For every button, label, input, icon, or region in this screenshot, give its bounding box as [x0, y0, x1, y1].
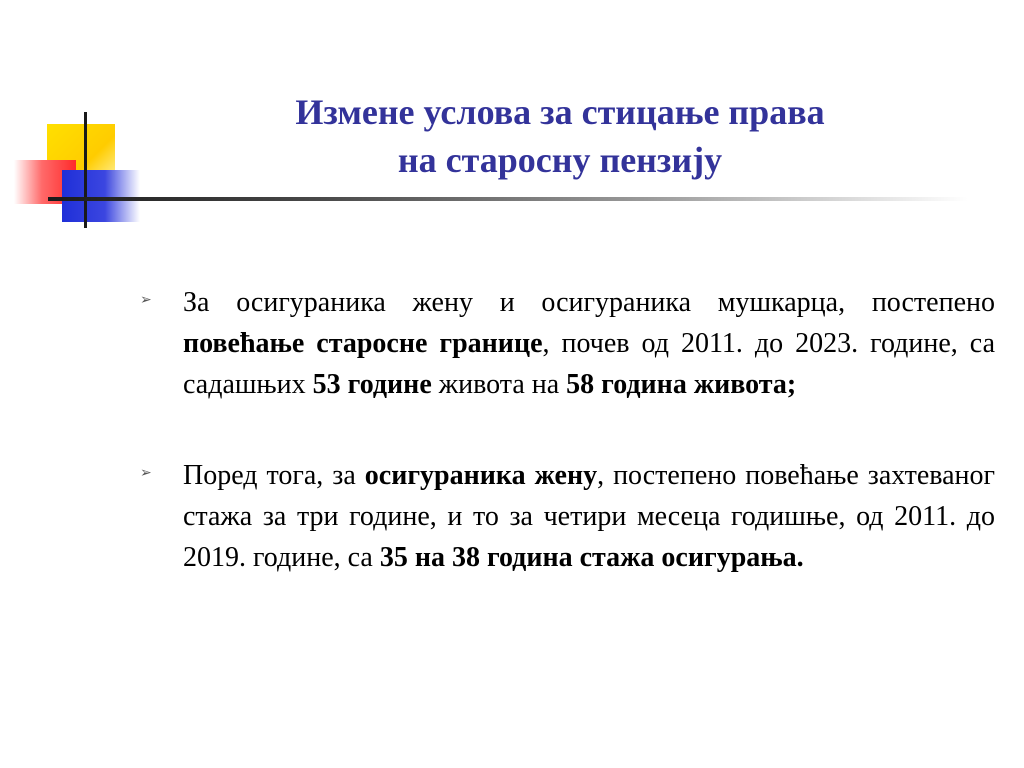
bullet-text: [183, 455, 995, 578]
slide-title-line-1: Измене услова за стицање права: [295, 92, 825, 132]
text-run-bold: осигураника жену: [364, 460, 598, 491]
text-run-bold: 35 на 38 година стажа осигурања.: [379, 542, 804, 573]
text-run-bold: 53 године: [312, 369, 432, 400]
chevron-right-icon: ➢: [140, 465, 152, 481]
title-underline-rule: [48, 197, 968, 201]
chevron-right-icon: ➢: [140, 292, 152, 308]
bullet-item: [140, 282, 995, 405]
text-run-bold: повећање старосне границе: [183, 328, 543, 359]
text-run: Поред тога, за: [183, 460, 365, 491]
text-run: , почев од 2011. до 2023. године, са садашњих: [183, 328, 995, 400]
text-run: За осигураника жену и осигураника мушкарца, постепено: [183, 287, 995, 318]
text-run-bold: 58 година живота;: [566, 369, 797, 400]
vertical-rule: [84, 112, 87, 228]
slide-title: [180, 88, 940, 184]
slide-content: [140, 282, 995, 628]
text-run: живота на: [431, 369, 567, 400]
slide-title-line-2: на старосну пензију: [397, 140, 723, 180]
bullet-item: [140, 455, 995, 578]
text-run: , постепено повећање захтеваног стажа за три године, и то за четири месеца годишње, од 2011. до 2019. године, са: [183, 460, 995, 573]
blue-square-decoration: [62, 170, 140, 222]
bullet-text: [183, 282, 995, 405]
